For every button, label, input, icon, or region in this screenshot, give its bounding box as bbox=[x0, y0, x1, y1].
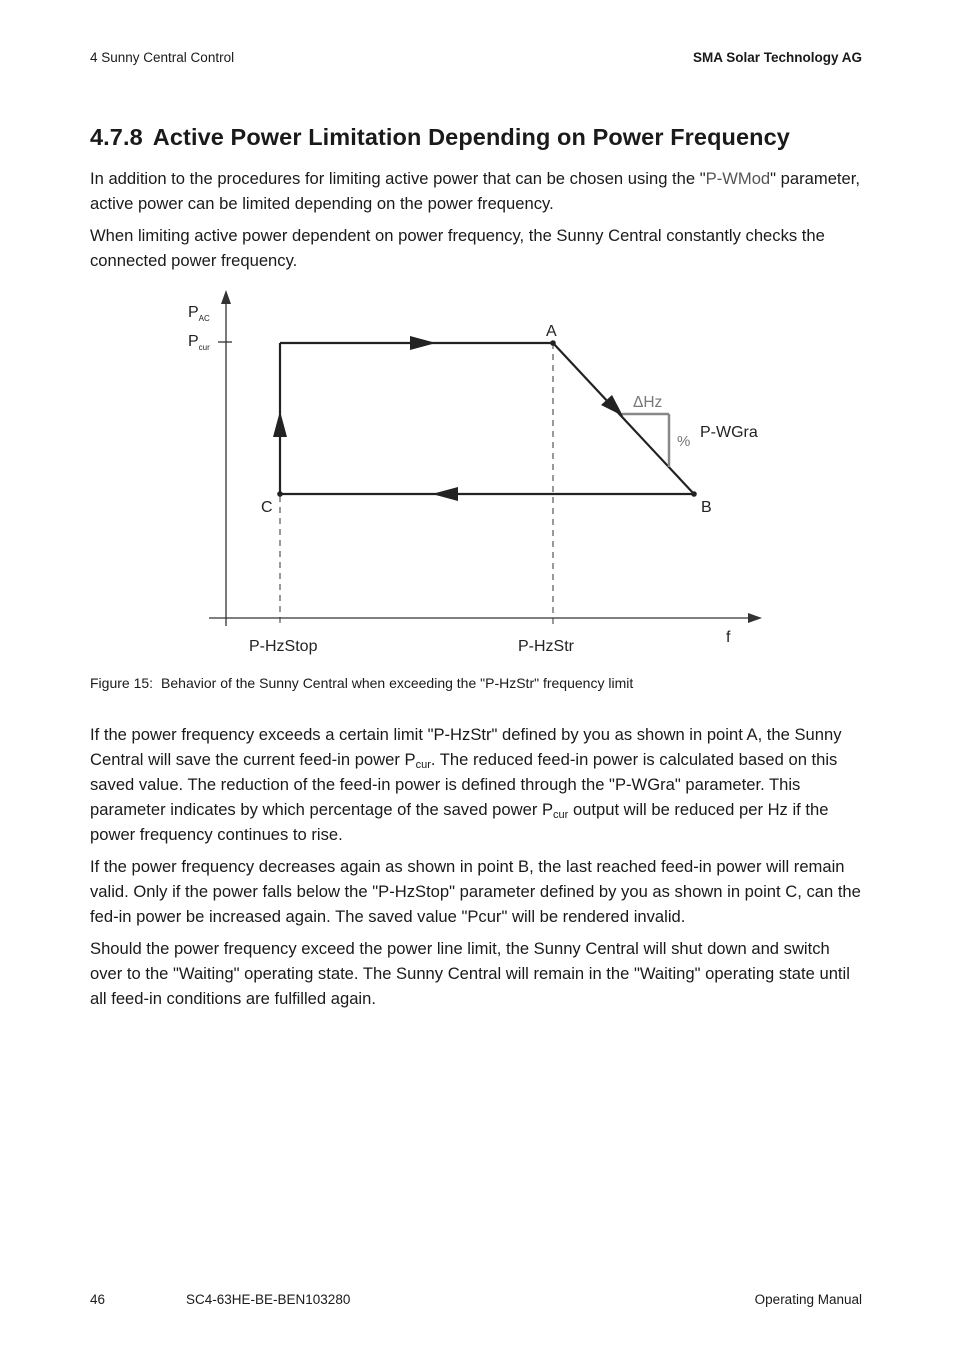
section-number: 4.7.8 bbox=[90, 124, 143, 150]
point-c-dot bbox=[277, 491, 283, 497]
x-axis-label: f bbox=[726, 629, 731, 646]
body-text-b: . The reduced feed-in power is calculated based on this saved value. The reduction of the feed-in power is defined through the "P-WGra" parameter. This parameter indicates by which percentage of the saved power P bbox=[90, 750, 838, 819]
header-company: SMA Solar Technology AG bbox=[692, 50, 862, 65]
header-chapter: 4 Sunny Central Control bbox=[90, 50, 235, 65]
point-b-label: B bbox=[701, 499, 712, 516]
figure-number: Figure 15: bbox=[90, 675, 154, 691]
intro-paragraph-2: When limiting active power dependent on power frequency, the Sunny Central constantly checks the connected power frequency. bbox=[90, 226, 825, 270]
intro-text-b: " parameter, active power can be limited depending on the power frequency. bbox=[90, 169, 860, 213]
param-pwmod: P-WMod bbox=[705, 169, 771, 188]
x-axis-arrow bbox=[748, 613, 762, 623]
body-text-c: output will be reduced per Hz if the power frequency continues to rise. bbox=[90, 800, 829, 844]
hzstop-label: P-HzStop bbox=[249, 638, 318, 655]
y-axis-label: $P_{AC}$ bbox=[188, 304, 210, 323]
y-axis-arrow bbox=[221, 290, 231, 304]
footer-doc-title: Operating Manual bbox=[754, 1292, 862, 1307]
footer-page-number: 46 bbox=[90, 1292, 106, 1307]
body-paragraph-2: If the power frequency decreases again as shown in point B, the last reached feed-in power will remain valid. Only if the power falls below the "P-HzStop" parameter defined by you as shown in point C, can the fed-in power be increased again. The saved value "Pcur" will be rendered invalid. bbox=[90, 857, 861, 926]
pcur-label: $P_{cur}$ bbox=[188, 333, 210, 352]
gradient-param-label: P-WGra bbox=[700, 424, 758, 441]
arrow-right-icon bbox=[410, 336, 436, 350]
arrow-left-icon bbox=[432, 487, 458, 501]
percent-label: % bbox=[677, 433, 691, 450]
footer-doc-id: SC4-63HE-BE-BEN103280 bbox=[186, 1292, 351, 1307]
intro-text-a: In addition to the procedures for limiting active power that can be chosen using the " bbox=[90, 169, 706, 188]
pcur-subscript: cur bbox=[415, 759, 431, 771]
section-title: Active Power Limitation Depending on Power Frequency bbox=[152, 124, 790, 150]
pcur-subscript: cur bbox=[553, 809, 569, 821]
delta-hz-label: ΔHz bbox=[633, 394, 663, 411]
figure-caption-text: Behavior of the Sunny Central when exceeding the "P-HzStr" frequency limit bbox=[161, 675, 634, 691]
hzstr-label: P-HzStr bbox=[518, 638, 574, 655]
path-a-to-b bbox=[553, 343, 694, 494]
body-text-a: If the power frequency exceeds a certain limit "P-HzStr" defined by you as shown in point A, the Sunny Central will save the current feed-in power P bbox=[90, 725, 842, 769]
point-c-label: C bbox=[261, 499, 273, 516]
point-a-label: A bbox=[546, 323, 557, 340]
figure-caption bbox=[90, 675, 633, 691]
point-b-dot bbox=[691, 491, 697, 497]
arrow-up-icon bbox=[273, 411, 287, 437]
body-paragraph-3: Should the power frequency exceed the power line limit, the Sunny Central will shut down and switch over to the "Waiting" operating state. The Sunny Central will remain in the "Waiting" operating state until all feed-in conditions are fulfilled again. bbox=[90, 939, 850, 1008]
body-paragraph-1 bbox=[90, 722, 865, 847]
point-a-dot bbox=[550, 340, 556, 346]
